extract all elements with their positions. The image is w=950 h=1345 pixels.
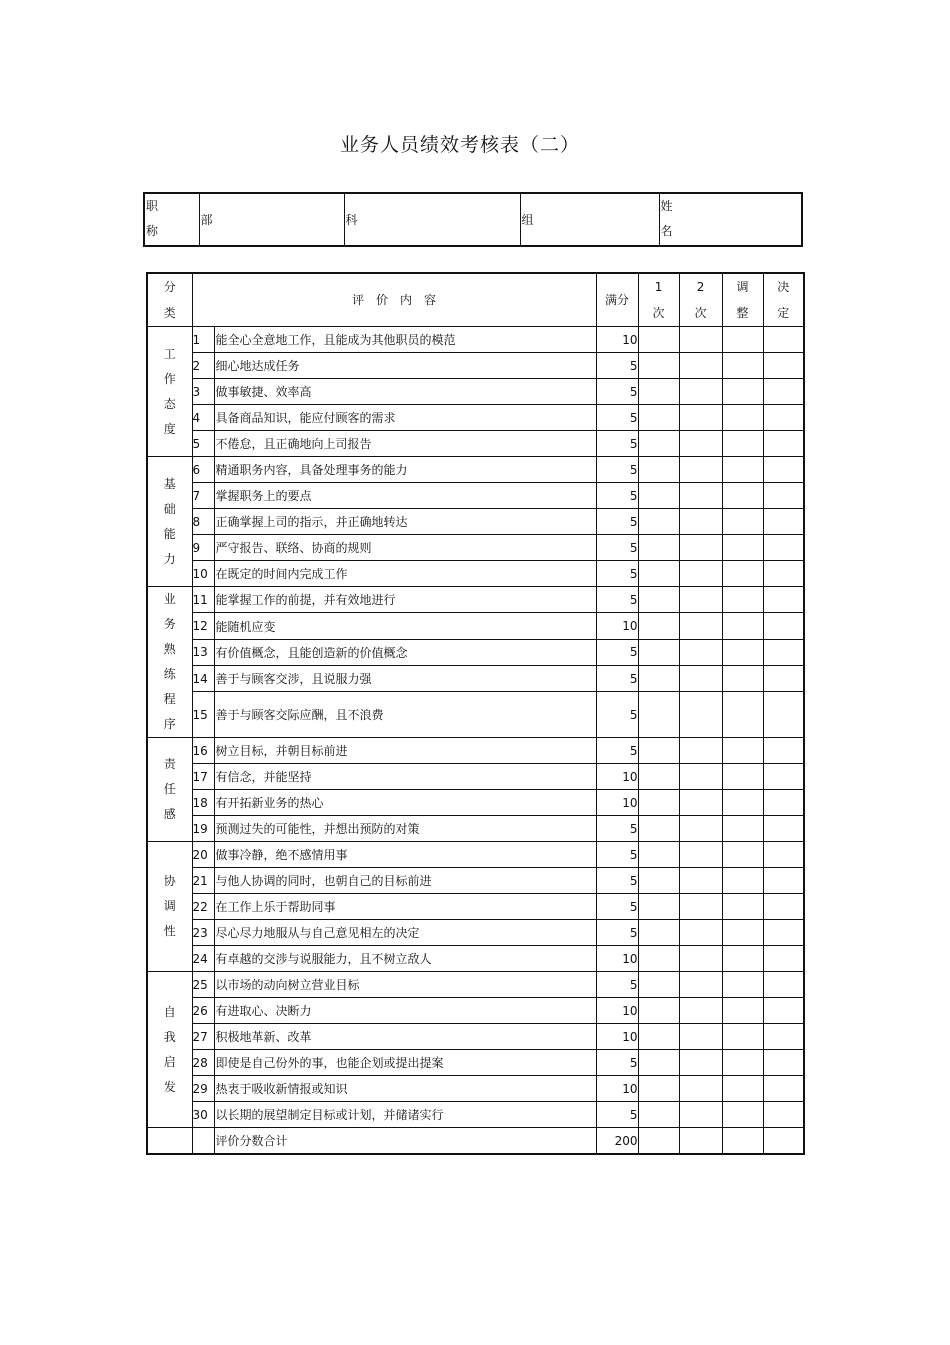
item-number: 23 [192, 920, 214, 946]
decision-cell[interactable] [763, 816, 804, 842]
item-full-score: 5 [596, 692, 638, 738]
decision-cell[interactable] [763, 842, 804, 868]
item-text: 正确掌握上司的指示，并正确地转达 [214, 509, 596, 535]
item-full-score: 5 [596, 816, 638, 842]
table-row [147, 587, 804, 613]
item-number: 12 [192, 613, 214, 639]
item-number: 15 [192, 692, 214, 738]
item-full-score: 5 [596, 1050, 638, 1076]
first-score-cell[interactable] [638, 946, 679, 972]
department-label: 部 [199, 193, 344, 246]
second-score-cell[interactable] [679, 561, 722, 587]
first-score-cell[interactable] [638, 894, 679, 920]
second-score-cell[interactable] [679, 1102, 722, 1128]
adjust-cell[interactable] [722, 639, 763, 665]
table-row [147, 1102, 804, 1128]
item-text: 以市场的动向树立营业目标 [214, 972, 596, 998]
first-score-cell[interactable] [638, 483, 679, 509]
item-text: 热衷于吸收新情报或知识 [214, 1076, 596, 1102]
item-text: 严守报告、联络、协商的规则 [214, 535, 596, 561]
decision-cell[interactable] [763, 1076, 804, 1102]
table-row [147, 483, 804, 509]
item-full-score: 5 [596, 379, 638, 405]
group-label: 组 [520, 193, 659, 246]
total-category-cell [147, 1128, 192, 1155]
table-row [147, 457, 804, 483]
item-number: 8 [192, 509, 214, 535]
second-score-cell[interactable] [679, 1128, 722, 1155]
item-full-score: 5 [596, 972, 638, 998]
table-row [147, 613, 804, 639]
adjust-cell[interactable] [722, 738, 763, 764]
item-number: 2 [192, 353, 214, 379]
item-text: 有开拓新业务的热心 [214, 790, 596, 816]
item-number: 5 [192, 431, 214, 457]
category-cell: 责任感 [147, 738, 192, 842]
first-score-cell[interactable] [638, 816, 679, 842]
adjust-cell[interactable] [722, 972, 763, 998]
table-row [147, 920, 804, 946]
table-row [147, 738, 804, 764]
section-label: 科 [344, 193, 520, 246]
info-header-table [143, 192, 803, 247]
item-text: 细心地达成任务 [214, 353, 596, 379]
adjust-cell[interactable] [722, 405, 763, 431]
item-number: 30 [192, 1102, 214, 1128]
item-text: 能掌握工作的前提，并有效地进行 [214, 587, 596, 613]
decision-cell[interactable] [763, 1024, 804, 1050]
table-row [147, 998, 804, 1024]
item-text: 善于与顾客交涉，且说服力强 [214, 666, 596, 692]
item-number: 28 [192, 1050, 214, 1076]
item-text: 善于与顾客交际应酬，且不浪费 [214, 692, 596, 738]
table-row [147, 764, 804, 790]
decision-cell[interactable] [763, 483, 804, 509]
first-score-cell[interactable] [638, 535, 679, 561]
first-score-cell[interactable] [638, 920, 679, 946]
item-full-score: 10 [596, 790, 638, 816]
first-score-cell[interactable] [638, 764, 679, 790]
first-score-cell[interactable] [638, 457, 679, 483]
item-number: 21 [192, 868, 214, 894]
first-score-cell[interactable] [638, 666, 679, 692]
second-score-cell[interactable] [679, 842, 722, 868]
item-full-score: 5 [596, 483, 638, 509]
adjust-cell[interactable] [722, 894, 763, 920]
item-text: 有价值概念，且能创造新的价值概念 [214, 639, 596, 665]
category-cell: 自我启发 [147, 972, 192, 1128]
second-score-cell[interactable] [679, 692, 722, 738]
item-number: 25 [192, 972, 214, 998]
item-full-score: 10 [596, 1076, 638, 1102]
decision-cell[interactable] [763, 666, 804, 692]
first-score-cell[interactable] [638, 868, 679, 894]
item-full-score: 5 [596, 509, 638, 535]
adjust-cell[interactable] [722, 1076, 763, 1102]
item-number: 16 [192, 738, 214, 764]
table-row [147, 509, 804, 535]
item-number: 10 [192, 561, 214, 587]
evaluation-rows [147, 327, 804, 1155]
adjust-cell[interactable] [722, 431, 763, 457]
item-full-score: 10 [596, 1024, 638, 1050]
table-row [147, 327, 804, 353]
category-cell: 协调性 [147, 842, 192, 972]
item-number: 6 [192, 457, 214, 483]
item-full-score: 5 [596, 666, 638, 692]
decision-cell[interactable] [763, 535, 804, 561]
name-label: 姓名 [659, 193, 802, 246]
item-number: 3 [192, 379, 214, 405]
item-full-score: 5 [596, 894, 638, 920]
col-adjust-header: 调整 [722, 273, 763, 327]
first-score-cell[interactable] [638, 1102, 679, 1128]
table-row [147, 868, 804, 894]
adjust-cell[interactable] [722, 561, 763, 587]
adjust-cell[interactable] [722, 509, 763, 535]
table-row [147, 946, 804, 972]
adjust-cell[interactable] [722, 1128, 763, 1155]
item-number: 17 [192, 764, 214, 790]
first-score-cell[interactable] [638, 327, 679, 353]
first-score-cell[interactable] [638, 738, 679, 764]
item-full-score: 10 [596, 327, 638, 353]
item-full-score: 5 [596, 868, 638, 894]
item-text: 积极地革新、改革 [214, 1024, 596, 1050]
item-number: 20 [192, 842, 214, 868]
adjust-cell[interactable] [722, 1024, 763, 1050]
item-text: 有信念，并能坚持 [214, 764, 596, 790]
item-text: 能随机应变 [214, 613, 596, 639]
first-score-cell[interactable] [638, 639, 679, 665]
decision-cell[interactable] [763, 353, 804, 379]
decision-cell[interactable] [763, 509, 804, 535]
item-text: 即使是自己份外的事，也能企划或提出提案 [214, 1050, 596, 1076]
table-row [147, 353, 804, 379]
adjust-cell[interactable] [722, 379, 763, 405]
item-text: 有进取心、决断力 [214, 998, 596, 1024]
second-score-cell[interactable] [679, 1076, 722, 1102]
col-full-score-header: 满分 [596, 273, 638, 327]
evaluation-table [146, 272, 805, 1155]
category-cell: 基础能力 [147, 457, 192, 587]
col-category-header: 分类 [147, 273, 192, 327]
second-score-cell[interactable] [679, 483, 722, 509]
second-score-cell[interactable] [679, 868, 722, 894]
adjust-cell[interactable] [722, 946, 763, 972]
decision-cell[interactable] [763, 379, 804, 405]
first-score-cell[interactable] [638, 405, 679, 431]
first-score-cell[interactable] [638, 790, 679, 816]
item-number: 18 [192, 790, 214, 816]
item-text: 与他人协调的同时，也朝自己的目标前进 [214, 868, 596, 894]
item-full-score: 5 [596, 405, 638, 431]
col-decision-header: 决定 [763, 273, 804, 327]
item-text: 树立目标，并朝目标前进 [214, 738, 596, 764]
adjust-cell[interactable] [722, 535, 763, 561]
table-row [147, 431, 804, 457]
item-number: 11 [192, 587, 214, 613]
second-score-cell[interactable] [679, 379, 722, 405]
table-row [147, 561, 804, 587]
item-text: 预测过失的可能性，并想出预防的对策 [214, 816, 596, 842]
first-score-cell[interactable] [638, 509, 679, 535]
table-row [147, 972, 804, 998]
col-content-header: 评 价 内 容 [192, 273, 596, 327]
adjust-cell[interactable] [722, 692, 763, 738]
first-score-cell[interactable] [638, 1024, 679, 1050]
decision-cell[interactable] [763, 920, 804, 946]
adjust-cell[interactable] [722, 920, 763, 946]
item-full-score: 5 [596, 587, 638, 613]
first-score-cell[interactable] [638, 842, 679, 868]
decision-cell[interactable] [763, 613, 804, 639]
table-row [147, 1076, 804, 1102]
decision-cell[interactable] [763, 692, 804, 738]
adjust-cell[interactable] [722, 868, 763, 894]
item-text: 以长期的展望制定目标或计划，并储诸实行 [214, 1102, 596, 1128]
decision-cell[interactable] [763, 946, 804, 972]
first-score-cell[interactable] [638, 1050, 679, 1076]
item-full-score: 5 [596, 535, 638, 561]
first-score-cell[interactable] [638, 1128, 679, 1155]
item-text: 不倦怠，且正确地向上司报告 [214, 431, 596, 457]
table-row [147, 894, 804, 920]
table-row [147, 692, 804, 738]
item-full-score: 10 [596, 946, 638, 972]
second-score-cell[interactable] [679, 509, 722, 535]
second-score-cell[interactable] [679, 535, 722, 561]
item-number: 14 [192, 666, 214, 692]
adjust-cell[interactable] [722, 1050, 763, 1076]
decision-cell[interactable] [763, 639, 804, 665]
table-row [147, 790, 804, 816]
adjust-cell[interactable] [722, 764, 763, 790]
page-title: 业务人员绩效考核表（二） [339, 134, 580, 156]
item-text: 掌握职务上的要点 [214, 483, 596, 509]
first-score-cell[interactable] [638, 353, 679, 379]
decision-cell[interactable] [763, 738, 804, 764]
category-cell: 工作态度 [147, 327, 192, 457]
table-row [147, 1050, 804, 1076]
item-full-score: 5 [596, 1102, 638, 1128]
item-number: 22 [192, 894, 214, 920]
second-score-cell[interactable] [679, 666, 722, 692]
col-second-header: 2次 [679, 273, 722, 327]
adjust-cell[interactable] [722, 457, 763, 483]
item-number: 19 [192, 816, 214, 842]
adjust-cell[interactable] [722, 327, 763, 353]
table-row [147, 405, 804, 431]
second-score-cell[interactable] [679, 738, 722, 764]
decision-cell[interactable] [763, 457, 804, 483]
adjust-cell[interactable] [722, 587, 763, 613]
first-score-cell[interactable] [638, 379, 679, 405]
table-row [147, 535, 804, 561]
second-score-cell[interactable] [679, 353, 722, 379]
decision-cell[interactable] [763, 587, 804, 613]
decision-cell[interactable] [763, 431, 804, 457]
item-full-score: 10 [596, 998, 638, 1024]
item-full-score: 5 [596, 353, 638, 379]
item-text: 在工作上乐于帮助同事 [214, 894, 596, 920]
second-score-cell[interactable] [679, 613, 722, 639]
adjust-cell[interactable] [722, 998, 763, 1024]
second-score-cell[interactable] [679, 405, 722, 431]
decision-cell[interactable] [763, 1128, 804, 1155]
adjust-cell[interactable] [722, 353, 763, 379]
first-score-cell[interactable] [638, 998, 679, 1024]
adjust-cell[interactable] [722, 790, 763, 816]
adjust-cell[interactable] [722, 613, 763, 639]
adjust-cell[interactable] [722, 816, 763, 842]
second-score-cell[interactable] [679, 431, 722, 457]
table-row [147, 639, 804, 665]
adjust-cell[interactable] [722, 483, 763, 509]
col-first-header: 1次 [638, 273, 679, 327]
category-cell: 业务熟练程序 [147, 587, 192, 738]
decision-cell[interactable] [763, 868, 804, 894]
total-label: 评价分数合计 [214, 1128, 596, 1155]
second-score-cell[interactable] [679, 1050, 722, 1076]
item-full-score: 5 [596, 457, 638, 483]
item-text: 在既定的时间内完成工作 [214, 561, 596, 587]
total-row [147, 1128, 804, 1155]
item-number: 26 [192, 998, 214, 1024]
adjust-cell[interactable] [722, 1102, 763, 1128]
decision-cell[interactable] [763, 972, 804, 998]
item-text: 精通职务内容，具备处理事务的能力 [214, 457, 596, 483]
item-number: 9 [192, 535, 214, 561]
item-text: 有卓越的交涉与说服能力，且不树立敌人 [214, 946, 596, 972]
item-full-score: 10 [596, 764, 638, 790]
item-text: 具备商品知识，能应付顾客的需求 [214, 405, 596, 431]
table-row [147, 1024, 804, 1050]
second-score-cell[interactable] [679, 457, 722, 483]
item-full-score: 5 [596, 639, 638, 665]
table-row [147, 379, 804, 405]
first-score-cell[interactable] [638, 613, 679, 639]
total-number-cell [192, 1128, 214, 1155]
item-number: 24 [192, 946, 214, 972]
item-full-score: 5 [596, 920, 638, 946]
total-score: 200 [596, 1128, 638, 1155]
decision-cell[interactable] [763, 561, 804, 587]
first-score-cell[interactable] [638, 692, 679, 738]
decision-cell[interactable] [763, 327, 804, 353]
item-text: 做事敏捷、效率高 [214, 379, 596, 405]
item-full-score: 10 [596, 613, 638, 639]
position-label: 职称 [144, 193, 199, 246]
item-text: 做事冷静，绝不感情用事 [214, 842, 596, 868]
second-score-cell[interactable] [679, 1024, 722, 1050]
decision-cell[interactable] [763, 894, 804, 920]
second-score-cell[interactable] [679, 972, 722, 998]
item-number: 7 [192, 483, 214, 509]
second-score-cell[interactable] [679, 894, 722, 920]
item-full-score: 5 [596, 738, 638, 764]
item-full-score: 5 [596, 431, 638, 457]
item-number: 13 [192, 639, 214, 665]
item-number: 29 [192, 1076, 214, 1102]
first-score-cell[interactable] [638, 1076, 679, 1102]
adjust-cell[interactable] [722, 842, 763, 868]
decision-cell[interactable] [763, 1102, 804, 1128]
decision-cell[interactable] [763, 998, 804, 1024]
table-row [147, 842, 804, 868]
adjust-cell[interactable] [722, 666, 763, 692]
second-score-cell[interactable] [679, 920, 722, 946]
item-text: 能全心全意地工作，且能成为其他职员的模范 [214, 327, 596, 353]
second-score-cell[interactable] [679, 764, 722, 790]
decision-cell[interactable] [763, 1050, 804, 1076]
table-row [147, 666, 804, 692]
item-full-score: 5 [596, 842, 638, 868]
item-number: 4 [192, 405, 214, 431]
item-full-score: 5 [596, 561, 638, 587]
second-score-cell[interactable] [679, 790, 722, 816]
decision-cell[interactable] [763, 790, 804, 816]
table-row [147, 816, 804, 842]
item-number: 27 [192, 1024, 214, 1050]
second-score-cell[interactable] [679, 946, 722, 972]
item-number: 1 [192, 327, 214, 353]
first-score-cell[interactable] [638, 972, 679, 998]
second-score-cell[interactable] [679, 816, 722, 842]
first-score-cell[interactable] [638, 431, 679, 457]
item-text: 尽心尽力地服从与自己意见相左的决定 [214, 920, 596, 946]
first-score-cell[interactable] [638, 561, 679, 587]
second-score-cell[interactable] [679, 998, 722, 1024]
decision-cell[interactable] [763, 405, 804, 431]
second-score-cell[interactable] [679, 587, 722, 613]
second-score-cell[interactable] [679, 327, 722, 353]
second-score-cell[interactable] [679, 639, 722, 665]
first-score-cell[interactable] [638, 587, 679, 613]
decision-cell[interactable] [763, 764, 804, 790]
